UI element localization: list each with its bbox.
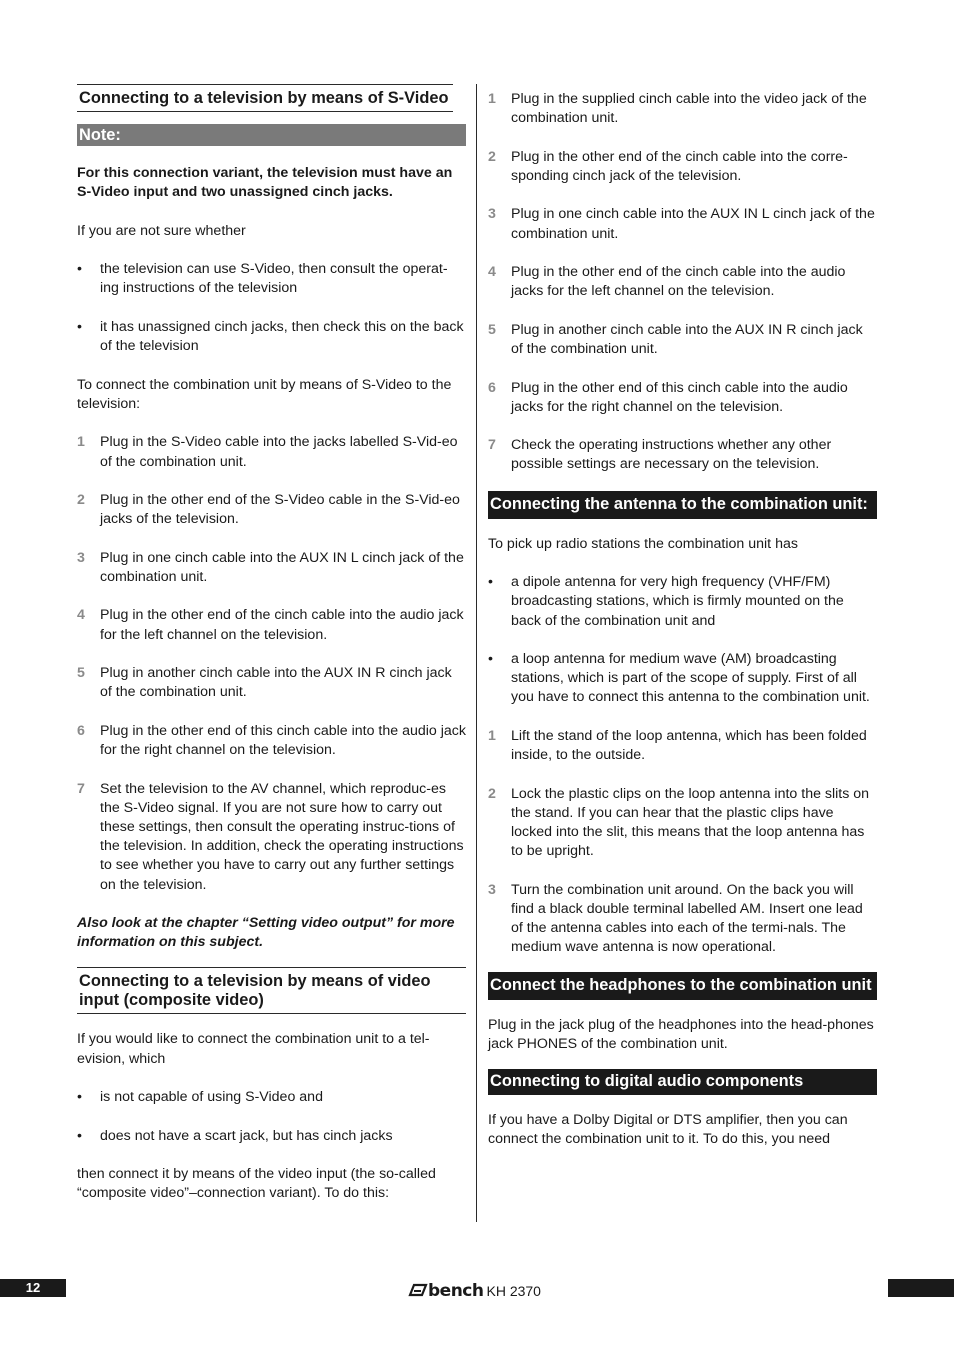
intro-text: If you are not sure whether (77, 222, 246, 239)
headphones-text: Plug in the jack plug of the headphones into the head-phones jack PHONES of the combination unit. (488, 1016, 874, 1052)
step-item: 1 Plug in the supplied cinch cable into the video jack of the combination unit. (488, 91, 867, 127)
heading-headphones: Connect the headphones to the combination unit (488, 972, 877, 1000)
page-number: 12 (0, 1279, 66, 1297)
footer-box (888, 1279, 954, 1297)
composite-lead: then connect it by means of the video input (the so-called “composite video”–connection variant). To do this: (77, 1166, 436, 1202)
model-number: KH 2370 (486, 1283, 541, 1299)
heading-composite-video: Connecting to a television by means of video input (composite video) (77, 967, 466, 1014)
step-item: 2 Plug in the other end of the S-Video cable in the S-Vid-eo jacks of the television. (77, 492, 460, 528)
lead-text: To connect the combination unit by means of S-Video to the television: (77, 376, 452, 412)
brand-mark-icon (408, 1283, 428, 1297)
bullet-icon: • (77, 261, 82, 278)
also-note: Also look at the chapter “Setting video output” for more information on this subject. (77, 915, 455, 951)
antenna-intro: To pick up radio stations the combination unit has (488, 535, 798, 552)
step-item: 3 Plug in one cinch cable into the AUX IN L cinch jack of the combination unit. (488, 206, 875, 242)
step-item: 6 Plug in the other end of this cinch cable into the audio jacks for the right channel on the television. (488, 379, 848, 415)
list-item: • the television can use S-Video, then consult the operat-ing instructions of the television (77, 261, 448, 297)
composite-intro: If you would like to connect the combination unit to a tel-evision, which (77, 1031, 430, 1067)
heading-s-video: Connecting to a television by means of S-Video (77, 84, 453, 112)
note-text: For this connection variant, the television must have an S-Video input and two unassigned cinch jacks. (77, 165, 453, 201)
step-item: 2 Plug in the other end of the cinch cable into the corre-sponding cinch jack of the television. (488, 148, 848, 184)
bullet-icon: • (77, 1089, 82, 1106)
footer-brand (408, 1281, 541, 1301)
digital-audio-text: If you have a Dolby Digital or DTS amplifier, then you can connect the combination unit to it. To do this, you need (488, 1111, 848, 1148)
right-column (488, 90, 877, 1149)
step-item: 3 Plug in one cinch cable into the AUX IN L cinch jack of the combination unit. (77, 549, 464, 585)
heading-digital-audio: Connecting to digital audio components (488, 1069, 877, 1095)
list-item: • does not have a scart jack, but has cinch jacks (77, 1127, 466, 1146)
step-item: 4 Plug in the other end of the cinch cable into the audio jacks for the left channel on the television. (488, 264, 846, 300)
bench-logo-icon: bench (408, 1281, 483, 1301)
column-divider (476, 84, 477, 1222)
step-item: 2 Lock the plastic clips on the loop antenna into the slits on the stand. If you can hear that the plastic clips have locked into the slit, this means that the loop antenna has to be upright. (488, 785, 870, 860)
bullet-icon: • (488, 651, 493, 668)
bullet-icon: • (488, 574, 493, 591)
list-item: • a dipole antenna for very high frequency (VHF/FM) broadcasting stations, which is firmly mounted on the back of the combination unit and (488, 574, 844, 629)
bullet-icon: • (77, 318, 82, 335)
list-item: • is not capable of using S-Video and (77, 1088, 466, 1107)
list-item: • it has unassigned cinch jacks, then check this on the back of the television (77, 318, 464, 355)
step-item: 1 Plug in the S-Video cable into the jacks labelled S-Vid-eo of the combination unit. (77, 434, 458, 470)
step-item: 1 Lift the stand of the loop antenna, which has been folded inside, to the outside. (488, 727, 867, 764)
step-item: 5 Plug in another cinch cable into the AUX IN R cinch jack of the combination unit. (488, 321, 863, 358)
list-item: • a loop antenna for medium wave (AM) broadcasting stations, which is part of the scope of supply. First of all you have to connect this antenna to the combination unit. (488, 651, 870, 706)
step-item: 6 Plug in the other end of this cinch cable into the audio jack for the right channel on the television. (77, 722, 466, 759)
heading-antenna: Connecting the antenna to the combination unit: (488, 491, 877, 519)
step-item: 3 Turn the combination unit around. On the back you will find a black double terminal labelled AM. Insert one lead of the antenna cables into each of the termi-nals. The medium wave antenna is now operational. (488, 881, 863, 956)
step-item: 7 Check the operating instructions whether any other possible settings are necessary on the television. (488, 437, 832, 473)
step-item: 5 Plug in another cinch cable into the AUX IN R cinch jack of the combination unit. (77, 665, 452, 701)
left-column (77, 84, 466, 1204)
bullet-icon: • (77, 1127, 82, 1144)
step-item: 4 Plug in the other end of the cinch cable into the audio jack for the left channel on the television. (77, 607, 464, 643)
note-label: Note: (77, 124, 466, 146)
step-item: 7 Set the television to the AV channel, which reproduc-es the S-Video signal. If you are not sure how to carry out these settings, then consult the operating instruc-tions of the television. In addition, check the operating instructions to see whether you have to carry out any further settings on the television. (77, 780, 464, 893)
